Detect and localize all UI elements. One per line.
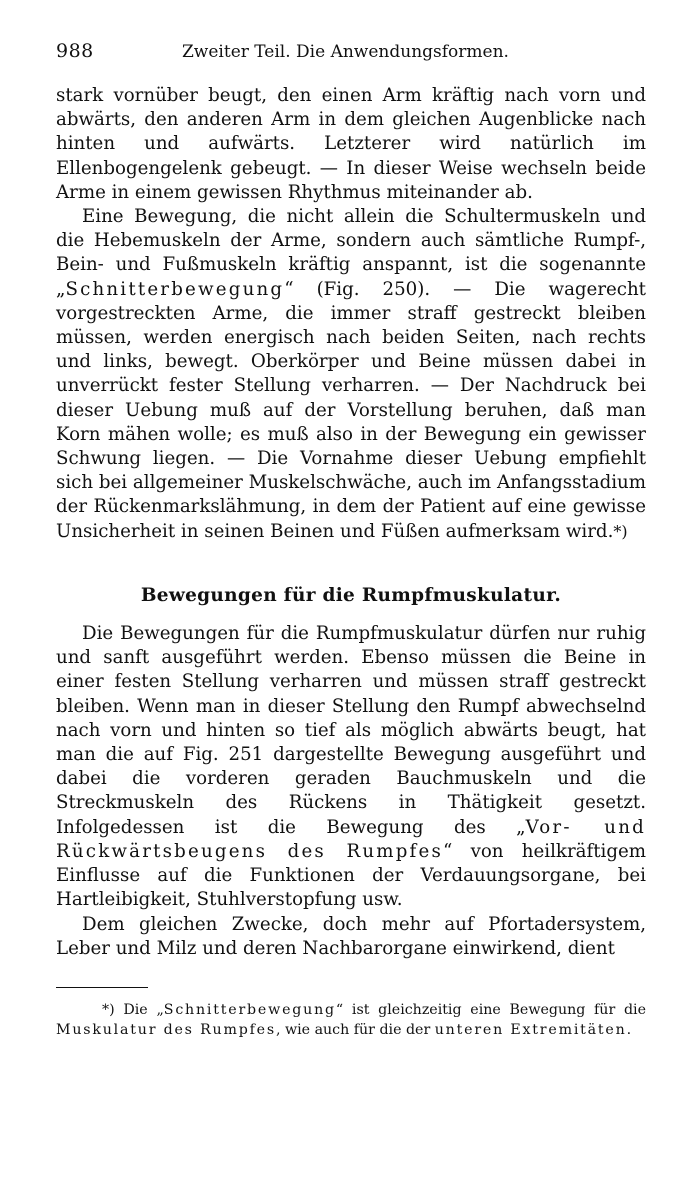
footnote	[56, 1000, 646, 1040]
paragraph-continues	[56, 913, 646, 961]
paragraph-schnitterbewegung	[56, 205, 646, 544]
footnote-reference: *)	[613, 521, 628, 541]
footnote-text-4: .	[626, 1021, 632, 1038]
paragraph-text-after: “ von heilkräftigem Einflusse auf die Funktionen der Verdauungsorgane, bei Hartleibigkeit, Stuhlverstopfung usw.	[56, 840, 646, 911]
emphasized-term: Schnitterbewegung	[65, 278, 285, 300]
paragraph-text-before: Eine Bewegung, die nicht allein die Schultermuskeln und die Hebemuskeln der Arme, sondern auch sämtliche Rumpf-, Bein- und Fußmuskeln kräftig anspannt, ist die sogenannte „	[56, 206, 646, 300]
paragraph-text-after: “ (Fig. 250). — Die wagerecht vorgestreckten Arme, die immer straff gestreckt bleiben müssen, werden energisch nach beiden Seiten, nach rechts und links, bewegt. Oberkörper und Beine müssen dabei in unverrückt fester Stellung verharren. — Der Nachdruck bei dieser Uebung muß auf der Vorstellung beruhen, daß man Korn mähen wolle; es muß also in der Bewegung ein gewisser Schwung liegen. — Die Vornahme dieser Uebung empfiehlt sich bei allgemeiner Muskelschwäche, auch im Anfangsstadium der Rückenmarkslähmung, in dem der Patient auf eine gewisse Unsicherheit in seinen Beinen und Füßen aufmerksam wird.	[56, 278, 646, 542]
footnote-text-2: “ ist gleichzeitig eine Bewegung für die	[335, 1001, 646, 1018]
paragraph-text-before: Die Bewegungen für die Rumpfmuskulatur dürfen nur ruhig und sanft ausgeführt werden. Ebenso müssen die Beine in einer festen Stellung verharren und müssen straff gestreckt bleiben. Wenn man in dieser Stellung den Rumpf abwechselnd nach vorn und hinten so tief als möglich abwärts beugt, hat man die auf Fig. 251 dargestellte Bewegung ausgeführt und dabei die vorderen geraden Bauchmuskeln und die Streckmuskeln des Rückens in Thätigkeit gesetzt. Infolgedessen ist die Bewegung des „	[56, 623, 646, 838]
footnote-emphasis-2: Muskulatur des Rumpfes	[56, 1021, 276, 1038]
footnote-text-1: Die „	[114, 1001, 164, 1018]
section-heading: Bewegungen für die Rumpfmuskulatur.	[140, 584, 562, 606]
footnote-text-3: , wie auch für die der	[275, 1021, 435, 1038]
running-title: Zweiter Teil. Die Anwendungsformen.	[182, 42, 509, 62]
paragraph-text: Dem gleichen Zwecke, doch mehr auf Pfortadersystem, Leber und Milz und deren Nachbarorgane einwirkend, dient	[56, 913, 646, 959]
footnote-divider	[56, 987, 148, 988]
paragraph-continued	[56, 84, 646, 205]
paragraph-text: stark vornüber beugt, den einen Arm kräftig nach vorn und abwärts, den anderen Arm in dem gleichen Augenblicke nach hinten und aufwärts. Letzterer wird natürlich im Ellenbogengelenk gebeugt. — In dieser Weise wechseln beide Arme in einem gewissen Rhythmus miteinander ab.	[56, 85, 646, 203]
page-number: 988	[56, 40, 94, 62]
book-page	[56, 34, 646, 1040]
footnote-emphasis-1: Schnitterbewegung	[163, 1001, 336, 1018]
paragraph-rumpfmuskulatur	[56, 622, 646, 912]
body-text	[56, 84, 646, 961]
footnote-marker: *)	[102, 1001, 115, 1018]
footnote-emphasis-3: unteren Extremitäten	[434, 1021, 627, 1038]
emphasized-term: Vor- und Rückwärtsbeugens des Rumpfes	[56, 816, 646, 862]
running-header	[56, 34, 646, 74]
